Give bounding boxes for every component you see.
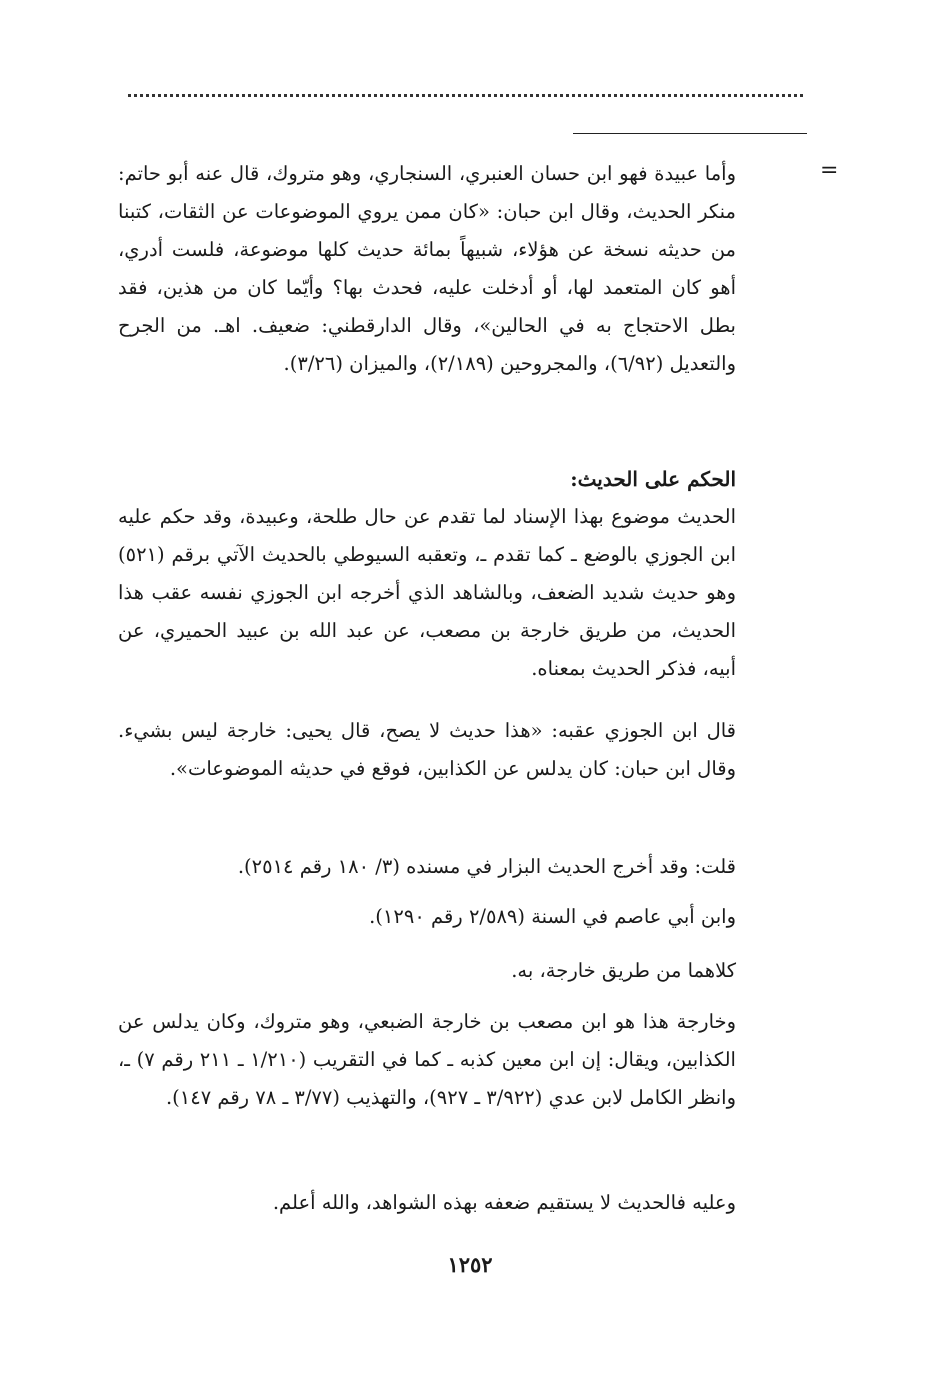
ibn-jawzi-quote-paragraph: قال ابن الجوزي عقبه: «هذا حديث لا يصح، قال يحيى: خارجة ليس بشيء. وقال ابن حبان: كان يدلس عن الكذابين، فوقع في حديثه الموضوعات».: [118, 719, 736, 780]
page-number: ١٢٥٢: [447, 1252, 493, 1277]
dotted-separator: [128, 94, 803, 97]
conclusion-line: وعليه فالحديث لا يستقيم ضعفه بهذه الشواهد، والله أعلم.: [272, 1191, 736, 1214]
section-heading: الحكم على الحديث:: [570, 467, 736, 491]
narrator-note-paragraph: وأما عبيدة فهو ابن حسان العنبري، السنجاري، وهو متروك، قال عنه أبو حاتم: منكر الحديث، وقال ابن حبان: «كان ممن يروي الموضوعات عن الثقات، كتبنا من حديثه نسخة عن هؤلاء، شبيهاً بمائة حديث كلها موضوعة، فلست أدري، أهو كان المتعمد لها، أو أدخلت عليه، فحدث بها؟ وأيّما كان من هذين، فقد بطل الاحتجاج به في الحالين»، وقال الدارقطني: ضعيف. اهـ. من الجرح والتعديل (٦/٩٢)، والمجروحين (٢/١٨٩)، والميزان (٣/٢٦).: [118, 162, 736, 375]
both-from-line: كلاهما من طريق خارجة، به.: [511, 959, 736, 982]
ibn-abi-asim-line: وابن أبي عاصم في السنة (٢/٥٨٩ رقم ١٢٩٠).: [369, 905, 736, 928]
continuation-mark: =: [820, 158, 839, 183]
kharija-note-paragraph: وخارجة هذا هو ابن مصعب بن خارجة الضبعي، وهو متروك، وكان يدلس عن الكذابين، ويقال: إن ابن معين كذبه ـ كما في التقريب (١/٢١٠ ـ ٢١١ رقم ٧) ـ، وانظر الكامل لابن عدي (٣/٩٢٢ ـ ٩٢٧)، والتهذيب (٣/٧٧ ـ ٧٨ رقم ١٤٧).: [118, 1010, 736, 1109]
footnote-rule: [573, 133, 807, 134]
ruling-paragraph: الحديث موضوع بهذا الإسناد لما تقدم عن حال طلحة، وعبيدة، وقد حكم عليه ابن الجوزي بالوضع ـ كما تقدم ـ، وتعقبه السيوطي بالحديث الآتي برقم (٥٢١) وهو حديث شديد الضعف، وبالشاهد الذي أخرجه ابن الجوزي نفسه عقب هذا الحديث، من طريق خارجة بن مصعب، عن عبد الله بن عبيد الحميري، عن أبيه، فذكر الحديث بمعناه.: [118, 505, 736, 680]
qultu-line: قلت: وقد أخرج الحديث البزار في مسنده (٣/ ١٨٠ رقم ٢٥١٤).: [237, 855, 736, 878]
